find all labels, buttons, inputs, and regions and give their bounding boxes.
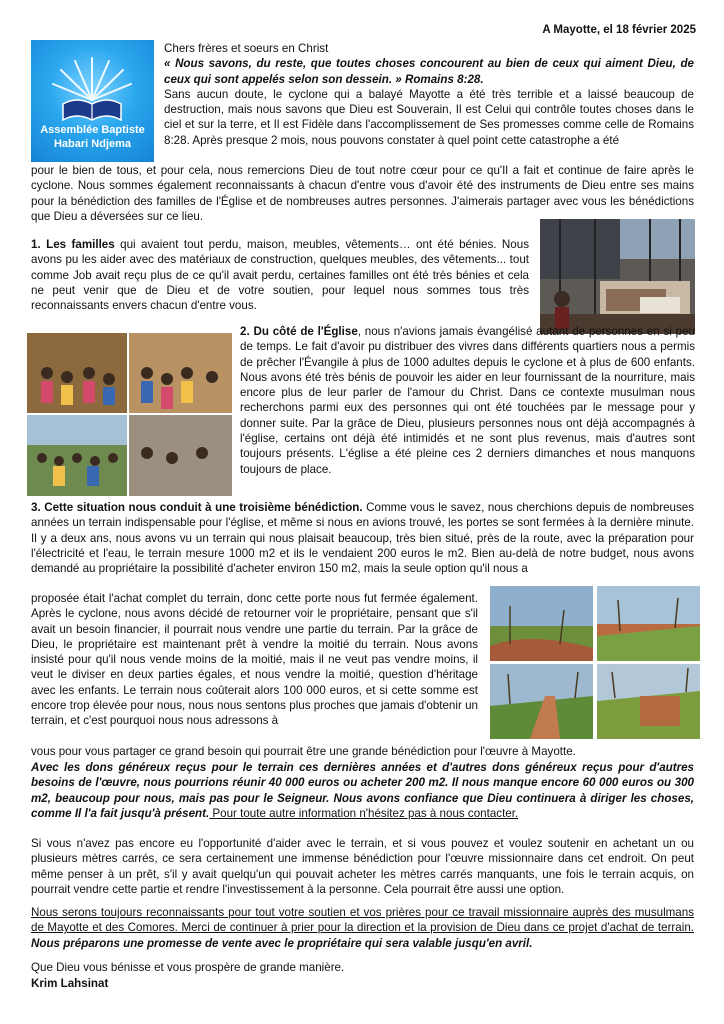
section-2-text: , nous n'avions jamais évangélisé autant de personnes en si peu de temps. Le fait d'avoir pu distribuer des vivres dans différents quartiers nous a permis de prêcher l'Évangile à plus de 1000 adultes depuis le cyclone et à plus de 600 enfants. Nous avons été très bénis de pouvoir les aider en leur fournissant de la nourriture, mais encore plus de leur parler de l'amour du Christ. Dans ce contexte musulman nous recherchons parmi eux des personnes qui ont été touchées par le message pour y donner suite. Par la grâce de Dieu, plusieurs personnes nous ont déjà accompagnés à l'église, certains ont déjà été intimidés et ne sont plus revenus, mais d'autres sont toujours présents. L'église a été pleine ces 2 derniers dimanches et nous manquons toujours de place. bbox=[240, 325, 695, 476]
section-2-title: 2. Du côté de l'Église bbox=[240, 325, 358, 338]
letter-date: A Mayotte, el 18 février 2025 bbox=[542, 24, 696, 36]
section-land-full bbox=[31, 500, 694, 576]
thanks-text: Nous serons toujours reconnaissants pour tout votre soutien et vos prières pour ce travail missionnaire auprès des musulmans de Mayotte et des Comores. Merci de continuer à prier pour la direction et la provision de Dieu dans ce projet d'achat de terrain. bbox=[31, 906, 694, 935]
church-gatherings-photo bbox=[27, 333, 232, 496]
greeting: Chers frères et soeurs en Christ bbox=[164, 42, 329, 55]
contact-invitation: Pour toute autre information n'hésitez pas à nous contacter. bbox=[209, 806, 519, 820]
church-logo bbox=[31, 40, 154, 162]
intro-paragraph-top: Sans aucun doute, le cyclone qui a balayé Mayotte a été très terrible et a laissé beaucoup de destruction, mais nous savons que Dieu est Souverain, Il est Celui qui contrôle toutes choses dans le ciel et sur la terre, et Il est Fidèle dans l'accomplissement de Ses promesses comme celle de Romains 8:28. Après presque 2 mois, nous pouvons constater à quel point cette catastrophe a été bbox=[164, 87, 694, 147]
signature: Krim Lahsinat bbox=[31, 977, 109, 990]
thanks-paragraph bbox=[31, 905, 694, 951]
section-3-title: 3. Cette situation nous conduit à une troisième bénédiction. bbox=[31, 501, 363, 514]
land-photos bbox=[490, 586, 700, 739]
help-paragraph: Si vous n'avez pas encore eu l'opportunité d'aider avec le terrain, et si vous pouvez et voulez soutenir en achetant un ou plusieurs mètres carrés, ce sera certainement une immense bénédiction pour l'œuvre missionnaire dans cet endroit. On peut même penser à un prêt, s'il y avait quelqu'un qui pouvait acheter les mètres carrés manquants, une fois le terrain acquis, on pourrait vendre cette partie et rendre l'investissement à la personne. Cela pourrait être aussi une option. bbox=[31, 837, 694, 896]
section-1-title: 1. Les familles bbox=[31, 238, 115, 251]
logo-line-1: Assemblée Baptiste bbox=[40, 124, 145, 136]
donation-summary: Avec les dons généreux reçus pour le terrain ces dernières années et d'autres dons généreux reçus pour d'autres besoins de l'œuvre, nous pourrions réunir 40 000 euros ou acheter 200 m2. Il nous manque encore 60 000 euros ou 300 m2, beaucoup pour nous, mais pas pour le Seigneur. Nous avons confiance que Dieu continuera à diriger les choses, comme Il l'a fait jusqu'à présent. bbox=[31, 761, 694, 820]
section-land-narrow: proposée était l'achat complet du terrain, donc cette porte nous fut fermée également. Après le cyclone, nous avons décidé de retourner voir le propriétaire, pensant que s'il avait un besoin financier, il pourrait nous vendre une partie du terrain. Par la grâce de Dieu, le propriétaire est maintenant prêt à vendre la moitié du terrain. Nous avons insisté pour qu'il nous vende moins de la moitié, mais il ne veut pas vendre moins, il veut le diviser en deux parties égales, et nous vendre la moitié, question d'héritage avec les enfants. Le terrain nous coûterait alors 100 000 euros, et si cette somme est encore trop élevée pour nous, nous nous sentons plus proches que jamais d'obtenir un terrain, et c'est pourquoi nous nous adressons à bbox=[31, 592, 478, 728]
section-families bbox=[31, 237, 529, 313]
blessing-line: Que Dieu vous bénisse et vous prospère de grande manière. bbox=[31, 961, 345, 974]
promise-of-sale-note: Nous préparons une promesse de vente avec le propriétaire qui sera valable jusqu'en avril. bbox=[31, 936, 533, 950]
intro-paragraph-full: pour le bien de tous, et pour cela, nous remercions Dieu de tout notre cœur pour ce qu'Il a fait et continue de faire après le cyclone. Nous sommes également reconnaissants à chacun d'entre vous d'avoir été des instruments de Dieu entre ses mains pour la bénédiction des familles de l'Église et de nombreuses autres personnes. J'aimerais partager avec vous les bénédictions que Dieu a déversées sur ce lieu. bbox=[31, 164, 694, 223]
section-1-text: qui avaient tout perdu, maison, meubles, vêtements… ont été bénies. Nous avons pu les aider avec des matériaux de construction, quelques meubles, des vêtements... tout comme Job avait reçu plus de ce qu'il avait perdu, certaines familles ont été très bénies et cela ne peut venir que de Dieu et de votre soutien, pour lequel nous sommes tous très reconnaissants envers chacun d'entre vous. bbox=[31, 238, 529, 313]
donation-paragraph bbox=[31, 760, 694, 821]
family-help-photo bbox=[540, 219, 695, 334]
logo-line-2: Habari Ndjema bbox=[53, 138, 132, 150]
letter-header-block bbox=[164, 41, 694, 148]
section-church bbox=[240, 324, 695, 477]
bible-verse: « Nous savons, du reste, que toutes choses concourent au bien de ceux qui aiment Dieu, de ceux qui sont appelés selon son dessein. » Romains 8:28. bbox=[164, 57, 694, 86]
section-3-text: Comme vous le savez, nous cherchions depuis de nombreuses années un terrain indispensable pour l'église, et même si nous en avions trouvé, les portes se sont fermées à la dernière minute. Il y a deux ans, nous avons vu un terrain qui nous plaisait beaucoup, très bien situé, près de la route, avec la préparation pour l'électricité et l'eau, le terrain mesure 1000 m2 et ils le vendaient 200 euros le m2. Bien au-delà de notre budget, nous avons demandé au propriétaire la possibilité d'acheter environ 150 m2, mais la seule option qu'il nous a bbox=[31, 501, 695, 576]
section-land-end: vous pour vous partager ce grand besoin qui pourrait être une grande bénédiction pour l'œuvre à Mayotte. bbox=[31, 745, 576, 758]
